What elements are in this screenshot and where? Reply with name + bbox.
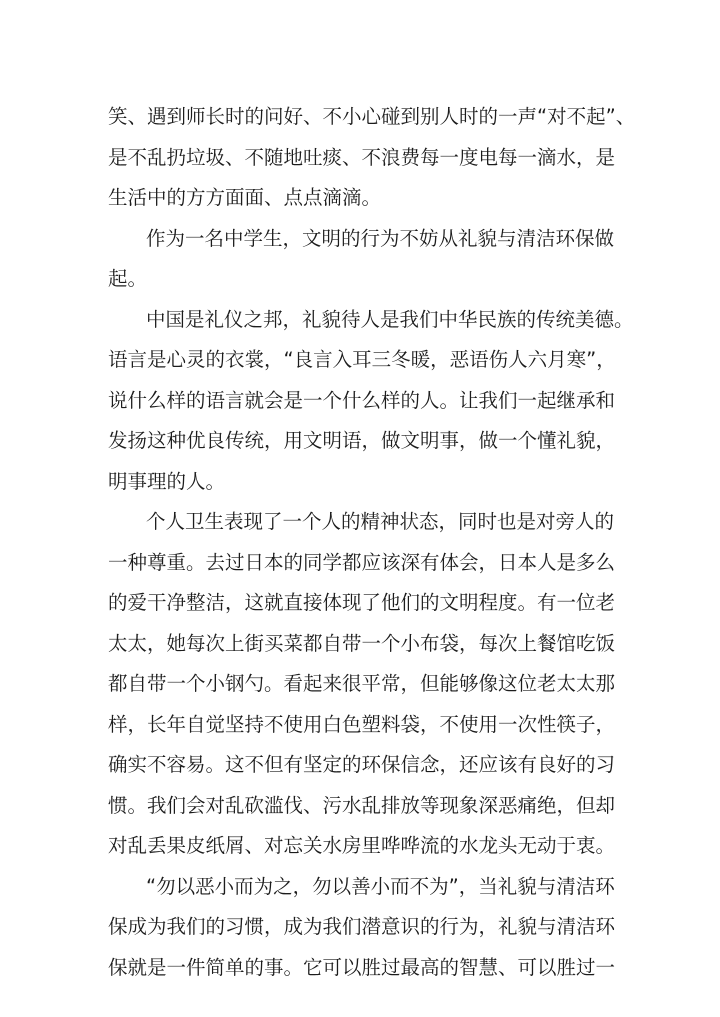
text-line: 惯。我们会对乱砍滥伐、污水乱排放等现象深恶痛绝，但却 <box>108 793 616 817</box>
text-line: 保就是一件简单的事。它可以胜过最高的智慧、可以胜过一 <box>108 955 616 979</box>
paragraph-first-line: 作为一名中学生，文明的行为不妨从礼貌与清洁环保做 <box>146 226 615 250</box>
text-line: 一种尊重。去过日本的同学都应该深有体会，日本人是多么 <box>108 550 616 574</box>
paragraph-first-line: “勿以恶小而为之，勿以善小而不为”，当礼貌与清洁环 <box>146 874 615 898</box>
text-line: 确实不容易。这不但有坚定的环保信念，还应该有良好的习 <box>108 753 616 776</box>
text-line: 太太，她每次上街买菜都自带一个小布袋，每次上餐馆吃饭 <box>108 631 616 655</box>
text-line: 起。 <box>108 267 148 290</box>
text-line: 语言是心灵的衣裳，“良言入耳三冬暖，恶语伤人六月寒”， <box>108 348 616 371</box>
paragraph-first-line: 中国是礼仪之邦，礼貌待人是我们中华民族的传统美德。 <box>146 307 634 331</box>
text-line: 生活中的方方面面、点点滴滴。 <box>108 186 382 209</box>
text-line: 对乱丢果皮纸屑、对忘关水房里哗哗流的水龙头无动于衷。 <box>108 834 616 857</box>
text-line: 样，长年自觉坚持不使用白色塑料袋，不使用一次性筷子， <box>108 712 616 736</box>
text-line: 明事理的人。 <box>108 469 226 493</box>
text-line: 保成为我们的习惯，成为我们潜意识的行为，礼貌与清洁环 <box>108 915 616 938</box>
paragraph-first-line: 个人卫生表现了一个人的精神状态，同时也是对旁人的 <box>146 510 615 533</box>
text-line: 笑、遇到师长时的问好、不小心碰到别人时的一声“对不起”、 <box>108 105 636 128</box>
text-line: 发扬这种优良传统，用文明语，做文明事，做一个懂礼貌， <box>108 429 616 452</box>
text-line: 的爱干净整洁，这就直接体现了他们的文明程度。有一位老 <box>108 591 616 614</box>
text-line: 是不乱扔垃圾、不随地吐痰、不浪费每一度电每一滴水，是 <box>108 145 616 169</box>
text-line: 都自带一个小钢勺。看起来很平常，但能够像这位老太太那 <box>108 672 616 695</box>
essay-body <box>108 97 636 988</box>
text-line: 说什么样的语言就会是一个什么样的人。让我们一起继承和 <box>108 388 616 412</box>
